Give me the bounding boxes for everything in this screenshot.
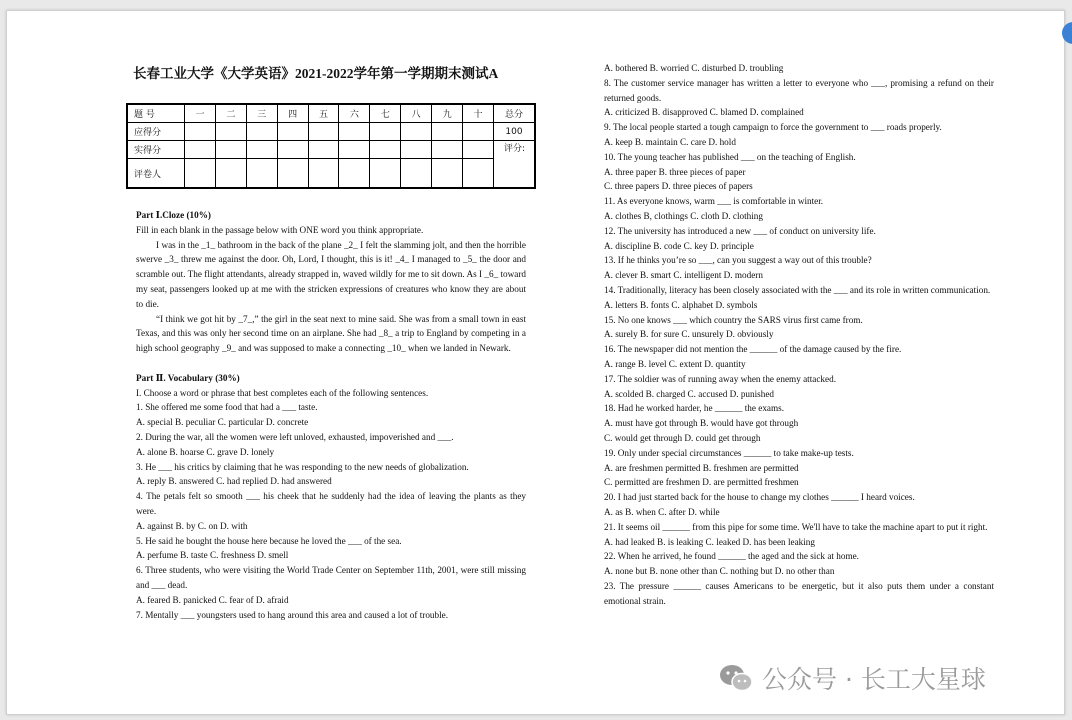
text-line: A. keep B. maintain C. care D. hold (604, 136, 736, 147)
text-line: A. clothes B, clothings C. cloth D. clothing (604, 210, 763, 221)
text-line: A. are freshmen permitted B. freshmen are permitted (604, 462, 799, 473)
text-line: 7. Mentally ___ youngsters used to hang around this area and caused a lot of trouble. (136, 609, 449, 620)
score-table-row (127, 159, 535, 189)
text-line: A. as B. when C. after D. while (604, 506, 720, 517)
text-line: Fill in each blank in the passage below with ONE word you think appropriate. (136, 224, 424, 235)
text-line: I. Choose a word or phrase that best completes each of the following sentences. (136, 387, 429, 398)
row-label: 实得分 (127, 141, 185, 159)
text-line: 6. Three students, who were visiting the World Trade Center on September 11th, 2001, were still missing and ___ dead. (136, 565, 526, 590)
text-line: 15. No one knows ___ which country the SARS virus first came from. (604, 314, 863, 325)
text-line: 14. Traditionally, literacy has been closely associated with the ___ and its role in written communication. (604, 284, 991, 295)
text-line: C. permitted are freshmen D. are permitted freshmen (604, 477, 799, 488)
text-line: 18. Had he worked harder, he ______ the exams. (604, 403, 785, 414)
text-line: 21. It seems oil ______ from this pipe for some time. We'll have to take the machine apart to put it right. (604, 521, 988, 532)
text-line: 13. If he thinks you’re so ___, can you suggest a way out of this trouble? (604, 255, 872, 266)
score-table-header-cell: 七 (370, 104, 401, 123)
score-table-header (127, 104, 535, 123)
score-table-header-cell: 九 (432, 104, 463, 123)
text-line: C. three papers D. three pieces of papers (604, 181, 753, 192)
watermark (718, 660, 986, 696)
text-line: A. discipline B. code C. key D. principle (604, 240, 754, 251)
text-line: 22. When he arrived, he found ______ the aged and the sick at home. (604, 551, 859, 562)
page-title: 长春工业大学《大学英语》2021-2022学年第一学期期末测试A (133, 66, 499, 81)
text-line: 23. The pressure ______ causes Americans to be energetic, but it also puts them under a constant emotional strain. (604, 580, 994, 606)
score-table-header-cell: 五 (308, 104, 339, 123)
wechat-icon (718, 663, 754, 693)
text-line: 17. The soldier was of running away when the enemy attacked. (604, 373, 836, 384)
score-table-row (127, 123, 535, 141)
score-table-row (127, 141, 535, 159)
text-line: A. surely B. for sure C. unsurely D. obviously (604, 329, 774, 340)
score-table-header-cell: 八 (401, 104, 432, 123)
text-line: A. range B. level C. extent D. quantity (604, 358, 746, 369)
text-line: 10. The young teacher has published ___ on the teaching of English. (604, 151, 856, 162)
text-line: 16. The newspaper did not mention the ______ of the damage caused by the fire. (604, 344, 902, 355)
text-line: A. bothered B. worried C. disturbed D. troubling (604, 63, 784, 73)
text-line: A. perfume B. taste C. freshness D. smell (136, 550, 289, 561)
text-line: 8. The customer service manager has written a letter to everyone who ___, promising a refund on their returned goods. (604, 77, 994, 103)
text-line: A. clever B. smart C. intelligent D. modern (604, 270, 763, 281)
text-line: 12. The university has introduced a new ___ of conduct on university life. (604, 225, 876, 236)
row-label: 评卷人 (127, 159, 185, 189)
score-table-header-cell: 六 (339, 104, 370, 123)
text-line: A. none but B. none other than C. nothing but D. no other than (604, 566, 835, 577)
text-line: Part Ⅱ. Vocabulary (30%) (136, 372, 240, 383)
text-line: C. would get through D. could get through (604, 432, 761, 443)
text-line (136, 356, 526, 371)
score-table-header-cell: 题 号 (127, 104, 185, 123)
text-line: I was in the _1_ bathroom in the back of the plane _2_ I felt the slamming jolt, and then the horrible swerve _3_ threw me against the door. Oh, Lord, I thought, this is it! _4_ I managed to _5_ the door and scramble out. The flight attendants, already strapped in, waved wildly for me to sit down. As I _6_ toward my seat, passengers looked up at me with the stricken expressions of creatures who know they are about to die. (136, 239, 526, 309)
watermark-text: 公众号 · 长工大星球 (762, 665, 986, 694)
score-table-header-cell: 二 (215, 104, 246, 123)
score-table-header-cell: 三 (246, 104, 277, 123)
text-line: A. letters B. fonts C. alphabet D. symbols (604, 299, 758, 310)
score-table-header-cell: 一 (185, 104, 216, 123)
text-line: A. three paper B. three pieces of paper (604, 166, 746, 177)
left-column (136, 208, 526, 622)
text-line: A. feared B. panicked C. fear of D. afraid (136, 594, 289, 605)
text-line: A. special B. peculiar C. particular D. concrete (136, 417, 309, 428)
text-line: A. against B. by C. on D. with (136, 520, 248, 531)
text-line: 1. She offered me some food that had a ___ taste. (136, 402, 318, 413)
text-line: 19. Only under special circumstances ______ to take make-up tests. (604, 447, 854, 458)
text-line: 20. I had just started back for the house to change my clothes ______ I heard voices. (604, 492, 915, 503)
row-label: 应得分 (127, 123, 185, 141)
text-line: “I think we got hit by _7_,” the girl in the seat next to mine said. She was from a small town in east Texas, and this was only her second time on an airplane. She had _8_ a trip to England by competing in a high school geography _9_ and was supposed to make a connecting _10_ when we landed in Newark. (136, 313, 526, 354)
eval-label: 评分: (494, 141, 536, 189)
text-line: 11. As everyone knows, warm ___ is comfortable in winter. (604, 196, 824, 207)
text-line: A. must have got through B. would have got through (604, 418, 799, 429)
text-line: 2. During the war, all the women were left unloved, exhausted, impoverished and ___. (136, 431, 454, 442)
score-table-header-cell: 总分 (494, 104, 536, 123)
text-line: A. scolded B. charged C. accused D. punished (604, 388, 775, 399)
score-table (126, 103, 536, 189)
text-line: A. criticized B. disapproved C. blamed D. complained (604, 107, 804, 118)
text-line: 3. He ___ his critics by claiming that he was responding to the new needs of globalization. (136, 461, 469, 472)
total-points: 100 (494, 123, 536, 141)
text-line: A. reply B. answered C. had replied D. had answered (136, 476, 332, 487)
score-table-header-cell: 四 (277, 104, 308, 123)
text-line: Part Ⅰ.Cloze (10%) (136, 210, 211, 220)
text-line: 5. He said he bought the house here because he loved the ___ of the sea. (136, 535, 402, 546)
right-column (604, 61, 994, 608)
text-line: 9. The local people started a tough campaign to force the government to ___ roads properly. (604, 122, 942, 133)
text-line: A. alone B. hoarse C. grave D. lonely (136, 446, 275, 457)
score-table-header-cell: 十 (463, 104, 494, 123)
text-line: A. had leaked B. is leaking C. leaked D. has been leaking (604, 536, 815, 547)
text-line: 4. The petals felt so smooth ___ his cheek that he suddenly had the idea of leaving the plants as they were. (136, 491, 526, 516)
